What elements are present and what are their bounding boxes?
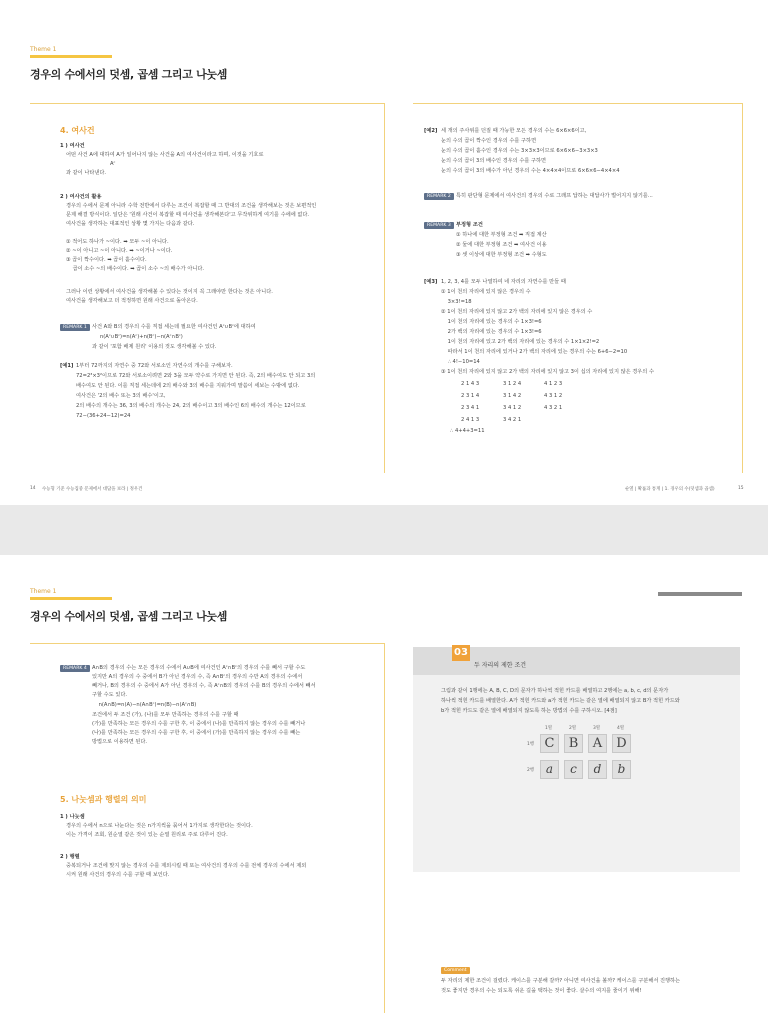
remark-title: 부정형 조건 — [456, 222, 483, 228]
example-line: 72=2³×3²이므로 72와 서로소이려면 2와 3을 모두 약수로 가지면 안 된다. 즉, 2의 배수여도 안 되고 3의 — [76, 373, 316, 379]
problem-title: 두 자리의 제한 조건 — [474, 662, 527, 669]
paragraph-line: 시켜 원래 사건의 경우의 수를 구할 때 보인다. — [66, 872, 170, 878]
remark-tag: REMARK 1 — [60, 324, 90, 331]
remark-tag: REMARK 4 — [60, 665, 90, 672]
problem-line: b가 적힌 카드도 같은 열에 배열되지 않도록 하는 방법의 수를 구하시오. [4점] — [441, 708, 617, 714]
remark-line: 구할 수도 있다. — [92, 692, 128, 698]
remark-line: A∩B의 경우의 수는 모든 경우의 수에서 A∪B에 여사건인 Aᶜ∩Bᶜ의 경우의 수를 빼서 구할 수도 — [92, 665, 306, 671]
list-item: ③ 곱이 짝수이다. ➡ 곱이 홀수이다. — [66, 257, 147, 263]
example-line: ① 1이 천의 자리에 있지 않은 경우의 수 — [441, 289, 531, 295]
permutation-cell: 3 1 2 4 — [503, 381, 522, 387]
theme-label: Theme 1 — [30, 588, 57, 595]
example-line: 1부터 72까지의 자연수 중 72와 서로소인 자연수의 개수를 구해보자. — [76, 363, 233, 369]
paragraph-line: 과 같이 나타낸다. — [66, 170, 107, 176]
comment-line: 두 자리의 제한 조건이 걸렸다. 케이스를 구분해 갈까? 아니면 여사건을 볼까? 케이스를 구분해서 진행하는 — [441, 978, 681, 984]
left-page-rule — [30, 643, 385, 644]
section-title: 4. 여사건 — [60, 126, 95, 135]
subsection-title: 2 ) 여사건의 활용 — [60, 194, 102, 200]
permutation-cell: 2 3 1 4 — [461, 393, 480, 399]
permutation-cell: 3 4 1 2 — [503, 405, 522, 411]
remark-tag: REMARK 2 — [424, 193, 454, 200]
remark-line: 사건 A와 B의 경우의 수를 직접 세는데 필요한 여사건인 Aᶜ∪Bᶜ에 대하여 — [92, 324, 256, 330]
example-line: 1이 천의 자리에 있고 2가 백의 자리에 있는 경우의 수 1×1×2!=2 — [441, 339, 600, 345]
permutation-cell: 2 1 4 3 — [461, 381, 480, 387]
subsection-title: 2 ) 행렬 — [60, 854, 80, 860]
paragraph-line: 중복되거나 조건에 맞지 않는 경우의 수를 제외시킬 때 또는 여사건의 경우의 수를 전체 경우의 수에서 제외 — [66, 863, 307, 869]
theme-underline — [30, 55, 112, 58]
problem-line: 하나씩 적힌 카드를 배열한다. A가 적힌 카드와 a가 적힌 카드는 같은 열에 배열되지 않고 B가 적힌 카드와 — [441, 698, 680, 704]
example-line: 2가 백의 자리에 있는 경우의 수 1×3!=6 — [441, 329, 542, 335]
example-line: 2의 배수의 개수는 36, 3의 배수의 개수는 24, 2의 배수이고 3의 배수인 6의 배수의 개수는 12이므로 — [76, 403, 306, 409]
paragraph-line: 경우의 수에서 문제 아니라 수학 전반에서 다루는 조건이 복잡할 때 그 반대의 조건을 생각해보는 것은 보편적인 — [66, 203, 317, 209]
example-line: 1, 2, 3, 4를 모두 나열하여 네 자리의 자연수를 만들 때 — [441, 279, 566, 285]
example-tag: [예1] — [60, 363, 74, 369]
example-tag: [예3] — [424, 279, 438, 285]
example-line: 1이 천의 자리에 있는 경우의 수 1×3!=6 — [441, 319, 542, 325]
footer-text: 수능형 기준 수능집중 문제에서 대답을 보라 | 정우건 — [42, 487, 143, 492]
example-line: 따라서 1이 천의 자리에 있거나 2가 백의 자리에 있는 경우의 수는 6+6−2=10 — [441, 349, 628, 355]
header-grey-bar — [658, 592, 742, 596]
comment-tag: Comment — [441, 967, 470, 974]
column-label: 2열 — [569, 726, 577, 731]
paragraph-line: 그러나 이런 상황에서 여사건을 생각해볼 수 있다는 것이지 꼭 그래야만 한다는 것은 아니다. — [66, 289, 273, 295]
remark-line: ③ 셋 이상에 대한 부정형 조건 ➡ 수형도 — [456, 252, 547, 258]
remark-tag: REMARK 3 — [424, 222, 454, 229]
section-title: 5. 나눗셈과 행렬의 의미 — [60, 795, 147, 804]
example-line: 배수여도 안 된다. 이를 직접 세는데에 2의 배수와 3의 배수를 지워가며 말씀이 세보는 수밖에 없다. — [76, 383, 300, 389]
paragraph-line: 문제 해결 방식이다. 일단은 '원래 사건이 복잡할 때 여사건을 생각해본다'고 무작위하게 여기를 수에에 없다. — [66, 212, 310, 218]
example-line: 세 개의 주사위를 던질 때 가능한 모든 경우의 수는 6×6×6이고, — [441, 128, 587, 134]
left-page-border — [384, 643, 385, 1013]
example-line: 눈의 수의 곱이 홀수인 경우의 수는 3×3×3이므로 6×6×6−3×3×3 — [441, 148, 598, 154]
problem-line: 그림과 같이 1행에는 A, B, C, D의 문자가 하나씩 적힌 카드를 배열하고 2행에는 a, b, c, d의 문자가 — [441, 688, 669, 694]
remark-formula: n(A∩B)=n(A)−n(A∩Bᶜ)=n(B)−n(Aᶜ∩B) — [92, 702, 197, 708]
example-line: 눈의 수의 곱이 3의 배수가 아닌 경우의 수는 4×4×4이므로 6×6×6−4×4×4 — [441, 168, 620, 174]
letter-card: a — [540, 760, 559, 779]
example-result: 72−(36+24−12)=24 — [76, 413, 131, 419]
chapter-title: 경우의 수에서의 덧셈, 곱셈 그리고 나눗셈 — [30, 68, 228, 81]
footer-text: 순열 | 확률과 통계 | 1. 경우의 수(덧셈과 곱셈) — [625, 487, 715, 492]
remark-line: 있지만 A의 경우의 수 중에서 B가 아닌 경우의 수, 즉 A∩Bᶜ의 경우의 수만 A의 경우의 수에서 — [92, 674, 303, 680]
permutation-cell: 4 3 2 1 — [544, 405, 563, 411]
footer-page-number: 15 — [738, 486, 744, 491]
remark-line: 방법으로 이용하면 된다. — [92, 739, 148, 745]
remark-line: ② 둘에 대한 부정형 조건 ➡ 여사건 이용 — [456, 242, 547, 248]
column-label: 1열 — [545, 726, 553, 731]
remark-line: 과 같이 '포함 배제 원리' 이용의 것도 생각해볼 수 있다. — [92, 344, 217, 350]
example-line: 눈의 수의 곱이 짝수인 경우의 수를 구하면 — [441, 138, 537, 144]
example-result: ∴ 4+4+3=11 — [450, 428, 485, 434]
example-line: 3×3!=18 — [441, 299, 472, 305]
right-page-rule — [413, 103, 743, 104]
row-label: 1행 — [527, 742, 535, 747]
letter-card: c — [564, 760, 583, 779]
footer-page-number: 14 — [30, 486, 36, 491]
remark-text: 특히 판단형 문제에서 여사건의 경우의 수로 그래프 답하는 대답사가 벌어지지 않기를... — [456, 193, 653, 199]
right-page-border — [742, 103, 743, 473]
example-line: 여사건은 '2의 배수 또는 3의 배수'이고, — [76, 393, 166, 399]
example-tag: [예2] — [424, 128, 438, 134]
left-page-rule — [30, 103, 385, 104]
permutation-cell: 2 4 1 3 — [461, 417, 480, 423]
remark-formula: n(Aᶜ∪Bᶜ)=n(Aᶜ)+n(Bᶜ)−n(Aᶜ∩Bᶜ) — [100, 334, 183, 340]
column-label: 3열 — [593, 726, 601, 731]
letter-card: d — [588, 760, 607, 779]
theme-underline — [30, 597, 112, 600]
remark-line: 조건에서 두 조건 (가), (나)를 모두 만족하는 경우의 수를 구할 때 — [92, 712, 239, 718]
list-item: ① 적어도 하나가 ~이다. ➡ 모두 ~이 아니다. — [66, 239, 169, 245]
example-line: 눈의 수의 곱이 3의 배수인 경우의 수를 구하면 — [441, 158, 547, 164]
subsection-title: 1 ) 여사건 — [60, 143, 85, 149]
comment-line: 것도 좋지만 경우의 수는 되도록 쉬운 길을 택하는 것이 좋다. 살수의 여지를 줄이기 위해! — [441, 988, 642, 994]
remark-line: (나)를 만족하는 모든 경우의 수를 구한 후, 이 중에서 (가)를 만족하지 않는 경우의 수를 빼는 — [92, 730, 301, 736]
example-line: ② 1이 천의 자리에 있지 않고 2가 백의 자리에 있지 않은 경우의 수 — [441, 309, 593, 315]
permutation-cell: 3 4 2 1 — [503, 417, 522, 423]
remark-line: (가)를 만족하는 모든 경우의 수를 구한 후, 이 중에서 (나)를 만족하지 않는 경우의 수를 빼거나 — [92, 721, 306, 727]
problem-number-badge: 03 — [452, 645, 470, 661]
left-page-border — [384, 103, 385, 473]
permutation-cell: 2 3 4 1 — [461, 405, 480, 411]
letter-card: B — [564, 734, 583, 753]
paragraph-line: 여사건을 생각해보고 더 적정하면 원래 사건으로 돌아온다. — [66, 298, 198, 304]
page-spread-1 — [0, 0, 768, 505]
row-label: 2행 — [527, 768, 535, 773]
column-label: 4열 — [617, 726, 625, 731]
remark-line: 빼거나, B의 경우의 수 중에서 A가 아닌 경우의 수, 즉 Aᶜ∩B의 경우의 수를 B의 경우의 수에서 빼서 — [92, 683, 316, 689]
subsection-title: 1 ) 나눗셈 — [60, 814, 85, 820]
list-item: 곱이 소수 ~의 배수이다. ➡ 곱이 소수 ~의 배수가 아니다. — [66, 266, 204, 272]
letter-card: A — [588, 734, 607, 753]
letter-card: C — [540, 734, 559, 753]
permutation-cell: 3 1 4 2 — [503, 393, 522, 399]
letter-card: b — [612, 760, 631, 779]
remark-line: ① 하나에 대한 부정형 조건 ➡ 직접 계산 — [456, 232, 547, 238]
permutation-cell: 4 1 2 3 — [544, 381, 563, 387]
paragraph-line: 어떤 사건 A에 대하여 A가 일어나지 않는 사건을 A의 여사건이라고 하며, 이것을 기호로 — [66, 152, 264, 158]
permutation-cell: 4 3 1 2 — [544, 393, 563, 399]
paragraph-line: 여사건을 생각하는 대표적인 상황 몇 가지는 다음과 같다. — [66, 221, 195, 227]
example-line: ∴ 4!−10=14 — [441, 359, 480, 365]
list-item: ② ~이 아니고 ~이 아니다. ➡ ~이거나 ~이다. — [66, 248, 173, 254]
paragraph-line: 이는 가격이 조회, 원순열 같은 것이 있는 순열 원리로 주로 다루어 진다. — [66, 832, 228, 838]
formula: Aᶜ — [110, 161, 116, 167]
example-line: ③ 1이 천의 자리에 있지 않고 2가 백의 자리에 있지 않고 3이 십의 자리에 있지 않은 경우의 수 — [441, 369, 654, 375]
paragraph-line: 경우의 수에서 n으로 나눈다는 것은 n가지씩을 묶어서 1가지로 생각한다는 것이다. — [66, 823, 253, 829]
theme-label: Theme 1 — [30, 46, 57, 53]
chapter-title: 경우의 수에서의 덧셈, 곱셈 그리고 나눗셈 — [30, 610, 228, 623]
letter-card: D — [612, 734, 631, 753]
